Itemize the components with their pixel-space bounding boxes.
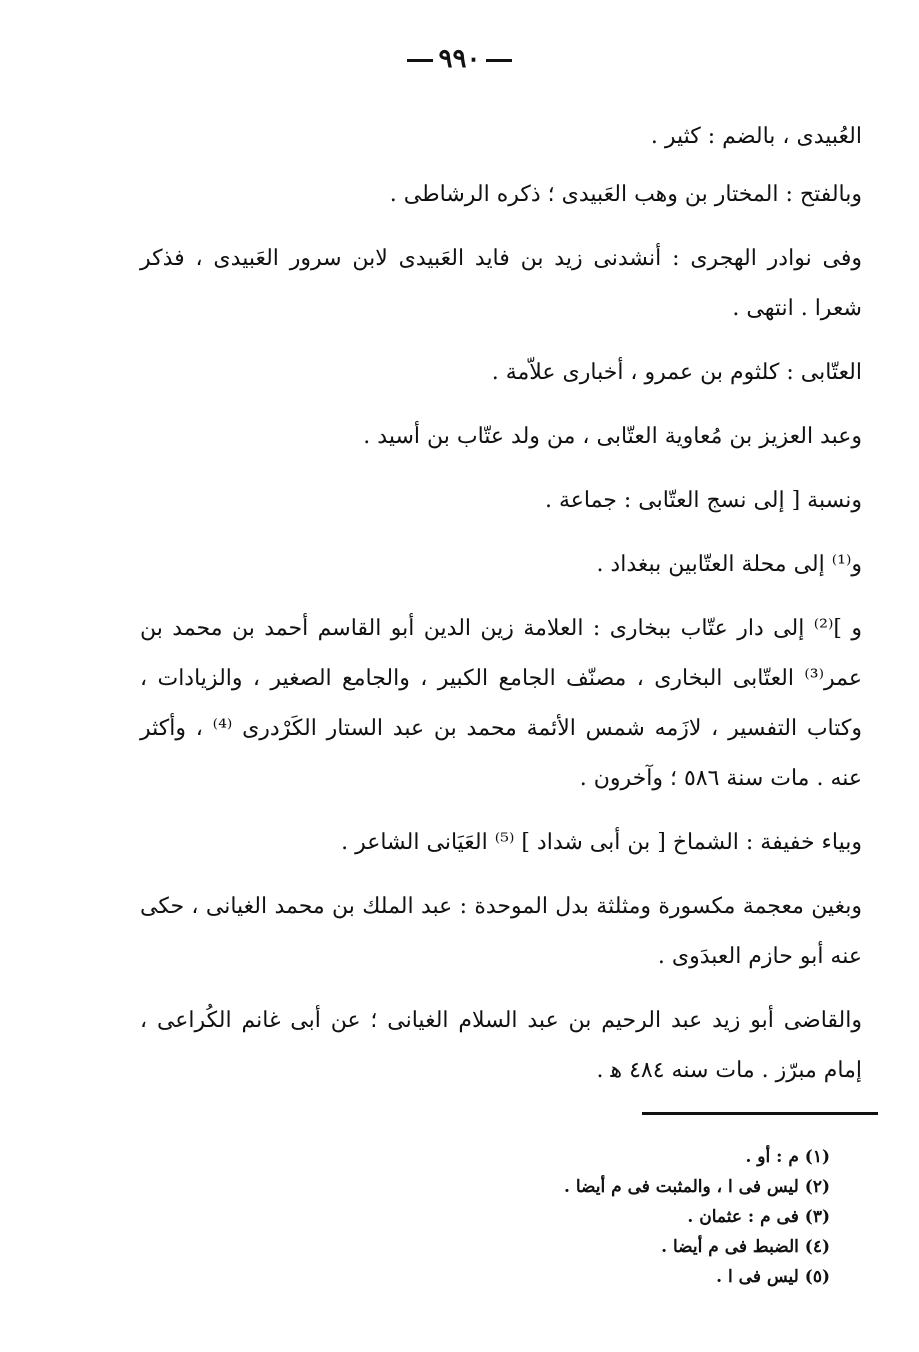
page-number [0,44,919,74]
page-number-dash-left [407,59,433,62]
footnotes [140,1142,830,1292]
paragraph-attabi-kulthum: العتّابى : كلثوم بن عمرو ، أخبارى علاّمة . [491,360,862,385]
paragraph-nawadir-hajari: وفى نوادر الهجرى : أنشدنى زيد بن فايد العَبيدى لابن سرور العَبيدى ، فذكر شعرا . انتهى . [140,246,862,321]
footnote-5: (٥) ليس فى ا . [716,1267,830,1287]
paragraph-ubaydi-damm: العُبيدى ، بالضم : كثير . [650,124,862,149]
paragraph-shammakh: وبياء خفيفة : الشماخ [ بن أبى شداد ] ⁽⁵⁾ العَيَانى الشاعر . [341,830,862,855]
paragraph-nisba-nasj: ونسبة [ إلى نسج العتّابى : جماعة . [544,488,862,513]
paragraph-abd-al-aziz: وعبد العزيز بن مُعاوية العتّابى ، من ولد عتّاب بن أسيد . [363,424,862,449]
footnote-3: (٣) فى م : عثمان . [687,1207,830,1227]
paragraph-dar-attab-bukhara: و ]⁽²⁾ إلى دار عتّاب ببخارى : العلامة زين الدين أبو القاسم أحمد بن محمد بن عمر⁽³⁾ العتّابى البخارى ، مصنّف الجامع الكبير ، والجامع الصغير ، والزيادات ، وكتاب التفسير ، لازَمه شمس الأئمة محمد بن عبد الستار الكَرْدرى ⁽⁴⁾ ، وأكثر عنه . مات سنة ٥٨٦ ؛ وآخرون . [140,616,862,791]
footnote-2: (٢) ليس فى ا ، والمثبت فى م أيضا . [564,1177,830,1197]
body-text [140,112,862,1104]
page-number-value: ٩٩٠ [438,44,481,74]
footnote-1: (١) م : أو . [745,1147,830,1167]
page-number-dash-right [486,59,512,62]
footnote-4: (٤) الضبط فى م أيضا . [661,1237,830,1257]
paragraph-abu-zayd-qadi: والقاضى أبو زيد عبد الرحيم بن عبد السلام الغيانى ؛ عن أبى غانم الكُراعى ، إمام مبرّز . مات سنه ٤٨٤ ﻫ . [140,1008,862,1083]
footnote-divider [642,1112,878,1115]
paragraph-abd-al-malik: وبغين معجمة مكسورة ومثلثة بدل الموحدة : عبد الملك بن محمد الغيانى ، حكى عنه أبو حازم العبدَوى . [140,894,862,969]
paragraph-mahallat-attabin: و⁽¹⁾ إلى محلة العتّابين ببغداد . [596,552,862,577]
paragraph-ubaydi-fath: وبالفتح : المختار بن وهب العَبيدى ؛ ذكره الرشاطى . [389,182,862,207]
